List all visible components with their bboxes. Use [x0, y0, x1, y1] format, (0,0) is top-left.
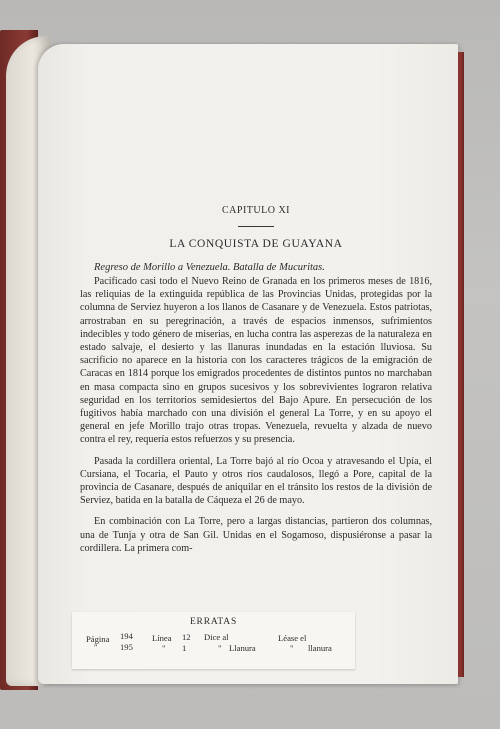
section-subtitle: Regreso de Morillo a Venezuela. Batalla de Mucuritas. — [94, 262, 325, 273]
errata-ditto-2: " — [162, 643, 166, 653]
errata-slip — [72, 612, 355, 669]
errata-lease-value: llanura — [308, 643, 332, 653]
errata-linea-value-2: 1 — [182, 643, 187, 653]
paragraph-3: En combinación con La Torre, pero a largas distancias, partieron dos columnas, una de Tunja y otra de San Gil. Unidas en el Sogamoso, dispusiéronse a pasar la cordillera. La primera com- — [80, 516, 432, 554]
errata-dice-value: Llanura — [229, 643, 256, 653]
errata-linea-label: Línea — [152, 633, 172, 643]
errata-linea-value-1: 12 — [182, 632, 191, 642]
errata-title: ERRATAS — [189, 617, 238, 627]
paragraph-1: Pacificado casi todo el Nuevo Reino de Granada en los primeros meses de 1816, las reliquias de la extinguida república de las Provincias Unidas, protegidas por la columna de Serviez huyeron a los llanos de Casanare y de Venezuela. Estos patriotas, arrostraban en su peregrinación, a través de espacios inmensos, sufrimientos indecibles y todo género de miserias, en lucha contra las asperezas de la naturaleza en estado salvaje, el desierto y las llanuras inundadas en la estación lluviosa. Su sacrificio no aparece en la historia con los caracteres trágicos de la emigración de Caracas en 1814 porque los emigrados procedentes de distintos puntos no marchaban en masa compacta sino en grupos sucesivos y los sobrevivientes lograron relativa seguridad en los territorios semidesiertos del Bajo Apure. En persecución de los fugitivos había marchado con una división el general La Torre, y en su apoyo el general en jefe Morillo trajo otras tropas. Venezuela, revuelta y alzada de nuevo contra el rey, requería estos refuerzos y su presencia. — [80, 276, 432, 446]
errata-ditto-3: " — [218, 643, 222, 653]
paragraph-2: Pasada la cordillera oriental, La Torre bajó al río Ocoa y atravesando el Upía, el Cursiana, el Tocaria, el Pauto y otros ríos caudalosos, llegó a Pore, capital de la provincia de Casanare, después de aniquilar en el tránsito los restos de la división de Serviez, batida en la batalla de Cáqueza el 26 de mayo. — [80, 455, 432, 507]
errata-ditto-1: " — [94, 642, 98, 652]
errata-pagina-value-1: 194 — [120, 631, 133, 641]
page-text-block — [80, 205, 432, 563]
chapter-rule — [238, 226, 274, 227]
chapter-heading: CAPITULO XI — [222, 205, 290, 216]
errata-pagina-label: Página — [86, 634, 110, 644]
errata-dice-label: Dice al — [204, 632, 229, 642]
errata-lease-label: Léase el — [278, 633, 307, 643]
errata-ditto-4: " — [290, 643, 294, 653]
errata-pagina-value-2: 195 — [120, 642, 133, 652]
chapter-title: LA CONQUISTA DE GUAYANA — [169, 238, 343, 250]
